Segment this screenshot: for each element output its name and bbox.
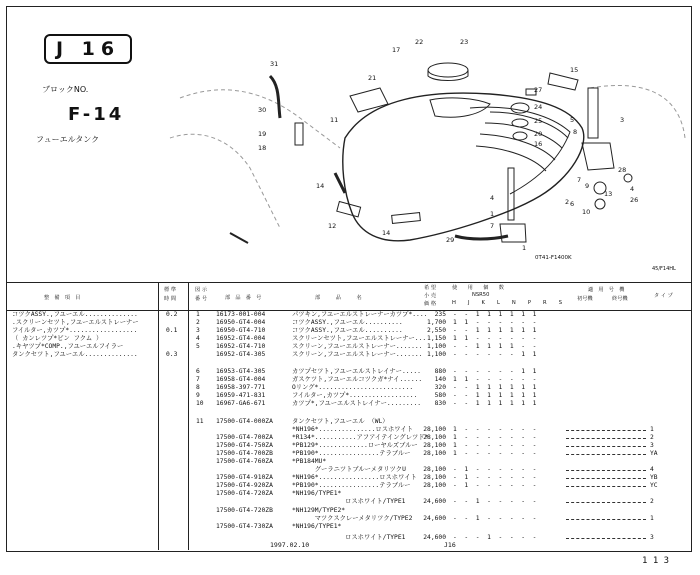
col-part-name: 部 品 名 xyxy=(315,295,362,301)
part-qty: - - - 1 - - - - xyxy=(453,534,537,541)
part-type: 2 xyxy=(650,434,654,441)
footer-date: 1997.02.10 xyxy=(270,541,310,549)
part-qty: - 1 - - - - - - xyxy=(453,474,537,481)
caution-label xyxy=(548,73,578,90)
part-no: 17500-GT4-720ZB xyxy=(216,507,273,514)
part-type: 3 xyxy=(650,534,654,541)
part-ref: 7 xyxy=(196,376,200,383)
part-price: 28,100 xyxy=(423,442,446,449)
col-ref-no-2: 番 号 xyxy=(195,296,208,302)
col-type: タ イ プ xyxy=(654,293,673,299)
part-no: 17500-GT4-700ZB xyxy=(216,450,273,457)
svg-text:2: 2 xyxy=(565,198,570,206)
col-first-no: 初号機 xyxy=(577,296,593,302)
part-no: 16950-GT4-004 xyxy=(216,319,266,326)
part-name: *NH196/TYPE1* xyxy=(292,490,342,497)
applicable-range-line xyxy=(566,498,646,503)
col-part-no: 部 品 番 号 xyxy=(225,295,262,301)
part-ref: 4 xyxy=(196,335,200,342)
col-qty: 使 用 個 数 xyxy=(452,285,504,291)
drain-bolt xyxy=(295,123,303,145)
svg-text:14: 14 xyxy=(316,182,325,190)
part-qty: - 1 - - - - - - xyxy=(453,466,537,473)
col-price-1: 希 望 xyxy=(424,285,437,291)
part-no: 17500-GT4-720ZA xyxy=(216,490,273,497)
part-name: グーラニツトブルーメタリツクU xyxy=(292,466,406,473)
svg-text:14: 14 xyxy=(382,229,391,237)
svg-text:22: 22 xyxy=(415,38,424,46)
part-no: 16953-GT4-305 xyxy=(216,368,266,375)
part-price: 880 xyxy=(434,368,446,375)
col-applicable: 適 用 号 機 xyxy=(588,287,625,293)
figure-note: 45/F14HL xyxy=(652,266,676,272)
svg-text:19: 19 xyxy=(258,130,267,138)
part-qty: - - 1 1 1 1 1 1 xyxy=(453,327,537,334)
part-no: 17500-GT4-700ZA xyxy=(216,434,273,441)
part-ref: 6 xyxy=(196,368,200,375)
svg-text:31: 31 xyxy=(270,60,279,68)
page-number: 1 1 3 xyxy=(642,556,670,566)
svg-text:6: 6 xyxy=(570,200,575,208)
breather-tube xyxy=(270,76,280,118)
applicable-range-line xyxy=(566,534,646,539)
part-type: 4 xyxy=(650,466,654,473)
part-qty: - - - - - - 1 1 xyxy=(453,351,537,358)
part-qty: - - 1 1 1 1 1 1 xyxy=(453,384,537,391)
part-ref: 11 xyxy=(196,418,204,425)
applicable-range-line xyxy=(566,450,646,455)
col-std-time-2: 時 間 xyxy=(164,296,177,302)
part-type: 1 xyxy=(650,426,654,433)
part-name: タンクセツト,フユーエル （WL） xyxy=(292,418,389,425)
svg-text:7: 7 xyxy=(577,176,582,184)
model-letters: H J K L N P R S xyxy=(452,300,562,306)
maintenance-time: 0.3 xyxy=(166,351,178,358)
part-price: 28,100 xyxy=(423,426,446,433)
part-price: 140 xyxy=(434,376,446,383)
col-last-no: 終号機 xyxy=(612,296,628,302)
strainer-screen xyxy=(588,88,598,138)
fuel-hose xyxy=(455,236,508,239)
part-name: *NH196*...............ロスホワイト xyxy=(292,426,413,433)
sheet-id-box: J 16 xyxy=(44,34,132,64)
applicable-range-line xyxy=(566,466,646,471)
part-no: 16967-GA6-671 xyxy=(216,400,266,407)
col-model-code: NSR50 xyxy=(472,292,490,298)
svg-text:4: 4 xyxy=(490,194,495,202)
part-qty: 1 1 - - - - - - xyxy=(453,319,537,326)
cap-plate xyxy=(350,88,388,112)
svg-text:12: 12 xyxy=(328,222,337,230)
col-price-2: 小 売 xyxy=(424,293,437,299)
svg-text:27: 27 xyxy=(534,86,543,94)
part-price: 580 xyxy=(434,392,446,399)
svg-text:9: 9 xyxy=(585,182,590,190)
svg-text:11: 11 xyxy=(330,116,339,124)
part-no: 17500-GT4-760ZA xyxy=(216,458,273,465)
col-std-time-1: 標 準 xyxy=(164,287,177,293)
part-name: コツクASSY.,フユーエル.......... xyxy=(292,319,403,326)
svg-text:13: 13 xyxy=(604,190,613,198)
maintenance-item: タンクセツト,フユーエル.............. xyxy=(12,351,138,358)
part-name: フイルター,カツプ*.................. xyxy=(292,392,418,399)
part-name: ガスケツト,フユーエルコツクガ*ナイ...... xyxy=(292,376,423,383)
part-type: 1 xyxy=(650,515,654,522)
part-name: スクリーン,フユーエルストレーナー....... xyxy=(292,351,423,358)
part-name: スクリーンセツト,フユーエルストレーナー... xyxy=(292,335,427,342)
part-qty: 1 1 - - - - - - xyxy=(453,335,537,342)
part-name: Oリング*......................... xyxy=(292,384,414,391)
part-name: マツクスクレーメタリツク/TYPE2 xyxy=(292,515,413,522)
part-name: カツプ*,フユーエルストレイナー......... xyxy=(292,400,422,407)
part-no: 16952-GT4-004 xyxy=(216,335,266,342)
footer-code: J16 xyxy=(444,541,456,549)
part-price: 235 xyxy=(434,311,446,318)
part-name: *NH129M/TYPE2* xyxy=(292,507,346,514)
part-qty: - - 1 - - - - - xyxy=(453,515,537,522)
part-ref: 1 xyxy=(196,311,200,318)
svg-text:24: 24 xyxy=(534,103,543,111)
part-ref: 8 xyxy=(196,384,200,391)
maintenance-item: コツクASSY.,フユーエル.............. xyxy=(12,311,138,318)
part-price: 28,100 xyxy=(423,450,446,457)
svg-text:29: 29 xyxy=(446,236,455,244)
applicable-range-line xyxy=(566,426,646,431)
part-name: ロスホワイト/TYPE1 xyxy=(292,534,406,541)
part-no: 16952-GT4-305 xyxy=(216,351,266,358)
part-qty: - - 1 1 1 1 - - xyxy=(453,343,537,350)
svg-text:4: 4 xyxy=(630,185,635,193)
svg-text:21: 21 xyxy=(368,74,377,82)
part-qty: 1 - - - - - - - xyxy=(453,434,537,441)
part-type: 2 xyxy=(650,498,654,505)
svg-text:10: 10 xyxy=(582,208,591,216)
block-label: ブロックNO. xyxy=(42,85,89,94)
part-no: 17500-GT4-920ZA xyxy=(216,482,273,489)
svg-text:17: 17 xyxy=(392,46,401,54)
part-no: 17500-GT4-750ZA xyxy=(216,442,273,449)
part-no: 17500-GT4-730ZA xyxy=(216,523,273,530)
part-price: 28,100 xyxy=(423,434,446,441)
exploded-parts-diagram xyxy=(130,28,690,278)
svg-text:26: 26 xyxy=(630,196,639,204)
part-name: *PB190*................テラブルー xyxy=(292,450,411,457)
part-price: 24,600 xyxy=(423,534,446,541)
col-price-3: 価 格 xyxy=(424,301,437,307)
svg-text:30: 30 xyxy=(258,106,267,114)
part-price: 28,100 xyxy=(423,466,446,473)
svg-text:7: 7 xyxy=(490,222,495,230)
svg-text:1: 1 xyxy=(522,244,527,252)
svg-text:25: 25 xyxy=(534,117,543,125)
part-price: 1,150 xyxy=(427,335,446,342)
part-no: 16959-471-831 xyxy=(216,392,266,399)
part-price: 28,100 xyxy=(423,474,446,481)
part-ref: 10 xyxy=(196,400,204,407)
part-name: ロスホワイト/TYPE1 xyxy=(292,498,406,505)
applicable-range-line xyxy=(566,474,646,479)
part-name: *PB129*.............ローヤルズブルー xyxy=(292,442,418,449)
col-maint-item: 整 備 項 目 xyxy=(44,295,81,301)
svg-text:23: 23 xyxy=(460,38,469,46)
part-name: パツキン,フユーエルストレーナーカツプ*.... xyxy=(292,311,428,318)
svg-text:8: 8 xyxy=(573,128,578,136)
part-type: YA xyxy=(650,450,658,457)
part-qty: 1 - - - - - - - xyxy=(453,442,537,449)
part-no: 16952-GT4-710 xyxy=(216,343,266,350)
part-price: 28,100 xyxy=(423,482,446,489)
part-qty: - - 1 1 1 1 1 1 xyxy=(453,400,537,407)
part-qty: - - 1 - - - - - xyxy=(453,498,537,505)
svg-text:28: 28 xyxy=(618,166,627,174)
maintenance-time: 0.1 xyxy=(166,327,178,334)
maintenance-item: （ カンレツプ*ピン フクム ） xyxy=(12,335,103,342)
part-name: *PB190*................テラブルー xyxy=(292,482,411,489)
part-type: YB xyxy=(650,474,658,481)
part-qty: 1 - - - - - - - xyxy=(453,450,537,457)
part-no: 17500-GT4-910ZA xyxy=(216,474,273,481)
svg-text:3: 3 xyxy=(620,116,625,124)
part-qty: 1 1 - - - - - - xyxy=(453,376,537,383)
part-qty: - 1 - - - - - - xyxy=(453,482,537,489)
part-price: 320 xyxy=(434,384,446,391)
part-ref: 2 xyxy=(196,319,200,326)
part-ref: 9 xyxy=(196,392,200,399)
part-no: 17500-GT4-000ZA xyxy=(216,418,273,425)
part-no: 16173-001-004 xyxy=(216,311,266,318)
fuel-cock xyxy=(582,143,614,170)
applicable-range-line xyxy=(566,434,646,439)
part-no: 16950-GT4-710 xyxy=(216,327,266,334)
part-qty: - - 1 1 1 1 1 1 xyxy=(453,311,537,318)
svg-text:5: 5 xyxy=(570,116,575,124)
block-name: フューエルタンク xyxy=(36,135,100,144)
part-price: 1,100 xyxy=(427,343,446,350)
svg-text:20: 20 xyxy=(534,130,543,138)
part-type: 3 xyxy=(650,442,654,449)
maintenance-item: .スクリーンセツト,フユーエルストレーナー xyxy=(12,319,139,326)
part-qty: 1 - - - - - - - xyxy=(453,426,537,433)
svg-text:1: 1 xyxy=(490,210,495,218)
part-type: YC xyxy=(650,482,658,489)
part-price: 1,700 xyxy=(427,319,446,326)
part-name: コツクASSY.,フユーエル.......... xyxy=(292,327,403,334)
part-price: 2,550 xyxy=(427,327,446,334)
svg-text:18: 18 xyxy=(258,144,267,152)
maintenance-item: .キヤツプ*COMP.,フユーエルフイラー xyxy=(12,343,124,350)
part-no: 16958-GT4-004 xyxy=(216,376,266,383)
maintenance-time: 0.2 xyxy=(166,311,178,318)
part-name: *R134*...........アフアイテイングレツド* xyxy=(292,434,429,441)
part-price: 24,600 xyxy=(423,498,446,505)
svg-text:16: 16 xyxy=(534,140,543,148)
part-ref: 3 xyxy=(196,327,200,334)
filler-cap xyxy=(428,63,468,77)
applicable-range-line xyxy=(566,442,646,447)
diagram-code: 0T41-F1400K xyxy=(535,255,572,261)
part-no: 16958-397-771 xyxy=(216,384,266,391)
part-qty: - - 1 1 1 1 1 1 xyxy=(453,392,537,399)
applicable-range-line xyxy=(566,515,646,520)
block-number: F-14 xyxy=(68,104,125,125)
part-name: カツプセツト,フユーエルストレイナー..... xyxy=(292,368,421,375)
part-qty: - - - - - - 1 1 xyxy=(453,368,537,375)
part-price: 830 xyxy=(434,400,446,407)
part-price: 24,600 xyxy=(423,515,446,522)
part-name: *PB184MU* xyxy=(292,458,327,465)
part-price: 1,100 xyxy=(427,351,446,358)
part-ref: 5 xyxy=(196,343,200,350)
part-name: *NH196*................ロスホワイト xyxy=(292,474,417,481)
maintenance-item: フイルター,カツプ*.................. xyxy=(12,327,138,334)
table-top-rule xyxy=(6,282,692,283)
col-ref-no-1: 図 示 xyxy=(195,287,208,293)
svg-text:15: 15 xyxy=(570,66,579,74)
part-name: スクリーン,フユーエルストレーナー....... xyxy=(292,343,423,350)
applicable-range-line xyxy=(566,482,646,487)
part-name: *NH196/TYPE1* xyxy=(292,523,342,530)
